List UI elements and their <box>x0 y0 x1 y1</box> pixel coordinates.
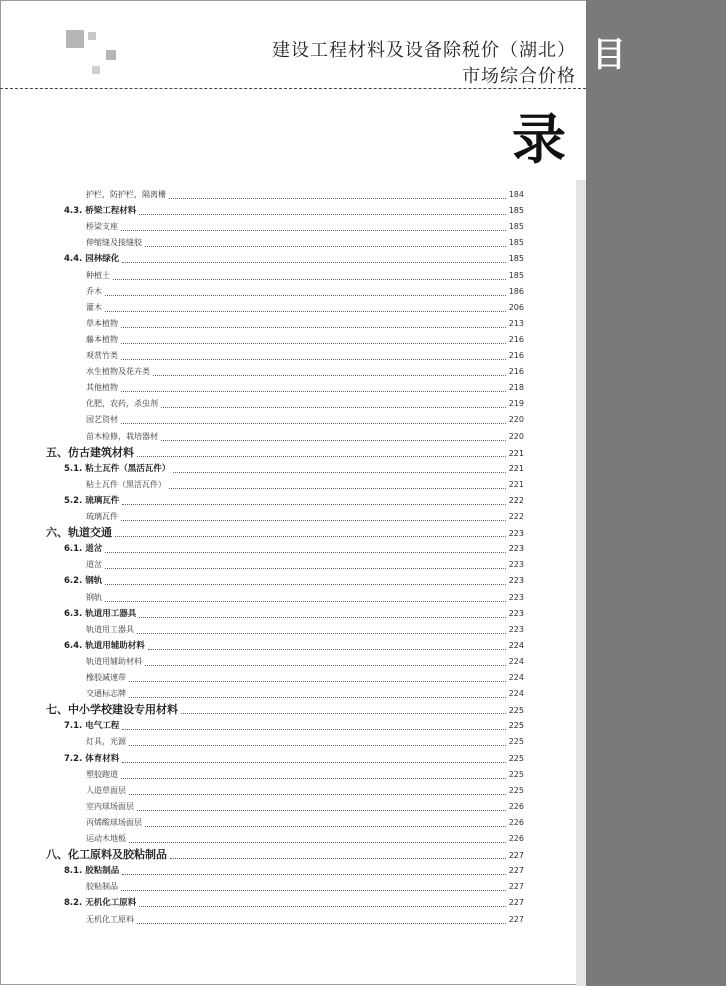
logo-square <box>106 50 116 60</box>
toc-page-number: 227 <box>508 914 524 924</box>
document-title: 建设工程材料及设备除税价（湖北） <box>272 40 576 61</box>
toc-entry-label: 钢轨 <box>86 592 102 602</box>
toc-entry-label: 藤本植物 <box>86 334 118 344</box>
toc-entry[interactable] <box>86 912 524 928</box>
toc-page-number: 185 <box>508 222 524 232</box>
toc-entry[interactable] <box>86 364 524 380</box>
toc-page-number: 223 <box>508 576 524 586</box>
toc-page-number: 222 <box>508 495 524 505</box>
toc-entry-label: 丙烯酸球场面层 <box>86 817 142 827</box>
toc-entry-label: 橡胶减速带 <box>86 673 126 682</box>
toc-page-number: 223 <box>508 544 524 554</box>
toc-leader-dots <box>169 198 506 199</box>
toc-entry-label: 无机化工原料 <box>86 914 134 924</box>
toc-page-number: 227 <box>508 882 524 892</box>
toc-entry[interactable] <box>86 396 524 412</box>
toc-leader-dots <box>139 617 505 618</box>
toc-entry-label: 灌木 <box>86 302 102 312</box>
toc-page-number: 206 <box>508 302 524 312</box>
logo-square <box>92 66 100 74</box>
toc-page-number: 221 <box>508 448 524 458</box>
toc-entry[interactable] <box>86 187 524 203</box>
toc-entry[interactable] <box>64 203 524 219</box>
toc-entry-label: 6.2. 钢轨 <box>64 576 103 587</box>
toc-entry-label: 五、仿古建筑材料 <box>46 445 134 459</box>
toc-leader-dots <box>105 568 506 569</box>
toc-page-number: 185 <box>508 254 524 264</box>
toc-leader-dots <box>145 246 506 247</box>
toc-page-number: 221 <box>508 463 524 473</box>
header-divider <box>0 88 586 89</box>
side-band-edge <box>576 180 586 986</box>
toc-leader-dots <box>122 504 505 505</box>
toc-leader-dots <box>121 890 506 891</box>
toc-leader-dots <box>121 391 506 392</box>
toc-entry-label: 轨道用辅助材料 <box>86 656 142 666</box>
toc-entry-label: 粘土瓦件（黑活瓦件） <box>86 479 166 489</box>
toc-entry[interactable] <box>86 300 524 316</box>
toc-leader-dots <box>137 923 506 924</box>
toc-page-number: 224 <box>508 689 524 699</box>
toc-page-number: 227 <box>508 851 524 861</box>
toc-entry[interactable] <box>46 702 524 718</box>
toc-entry[interactable] <box>86 799 524 815</box>
toc-leader-dots <box>137 456 506 457</box>
toc-page-number: 227 <box>508 898 524 908</box>
toc-entry[interactable] <box>86 831 524 847</box>
toc-leader-dots <box>173 472 505 473</box>
toc-entry[interactable] <box>86 477 524 493</box>
toc-entry[interactable] <box>86 734 524 750</box>
toc-page-number: 222 <box>508 512 524 521</box>
toc-leader-dots <box>115 536 506 537</box>
toc-page-number: 225 <box>508 706 524 716</box>
contents-char-mu: 目 <box>592 35 626 75</box>
toc-leader-dots <box>105 311 506 312</box>
logo-square <box>88 32 96 40</box>
toc-leader-dots <box>122 729 505 730</box>
toc-entry-label: 观赏竹类 <box>86 351 118 360</box>
toc-entry-label: 人造草面层 <box>86 785 126 795</box>
toc-leader-dots <box>122 874 505 875</box>
toc-page-number: 185 <box>508 270 524 280</box>
toc-entry[interactable] <box>86 879 524 895</box>
toc-entry-label: 6.3. 轨道用工器具 <box>64 608 137 619</box>
toc-leader-dots <box>122 762 505 763</box>
toc-entry-label: 胶粘制品 <box>86 882 118 892</box>
toc-page-number: 213 <box>508 318 524 328</box>
toc-leader-dots <box>121 343 506 344</box>
toc-entry[interactable] <box>64 863 524 879</box>
toc-page-number: 223 <box>508 608 524 618</box>
toc-entry[interactable] <box>86 219 524 235</box>
toc-entry-label: 7.1. 电气工程 <box>64 721 120 732</box>
toc-entry-label: 水生植物及花卉类 <box>86 367 150 377</box>
toc-entry[interactable] <box>86 509 524 525</box>
toc-entry-label: 乔木 <box>86 286 102 296</box>
toc-entry-label: 5.1. 粘土瓦件（黑活瓦件） <box>64 463 171 474</box>
toc-entry[interactable] <box>86 380 524 396</box>
toc-entry[interactable] <box>86 316 524 332</box>
toc-entry[interactable] <box>86 686 524 702</box>
toc-page-number: 223 <box>508 529 524 539</box>
toc-leader-dots <box>121 778 506 779</box>
toc-entry-label: 轨道用工器具 <box>86 624 134 634</box>
toc-leader-dots <box>170 858 506 859</box>
logo-squares <box>66 30 126 80</box>
toc-entry-label: 运动木地板 <box>86 834 126 843</box>
toc-leader-dots <box>129 697 506 698</box>
toc-entry[interactable] <box>86 268 524 284</box>
toc-leader-dots <box>121 327 506 328</box>
toc-leader-dots <box>161 440 506 441</box>
toc-leader-dots <box>122 262 505 263</box>
toc-entry-label: 园艺资材 <box>86 415 118 425</box>
toc-leader-dots <box>181 713 506 714</box>
toc-leader-dots <box>121 230 506 231</box>
toc-leader-dots <box>105 552 505 553</box>
toc-entry-label: 其他植物 <box>86 383 118 393</box>
toc-entry-label: 种植土 <box>86 270 110 280</box>
toc-entry-label: 七、中小学校建设专用材料 <box>46 703 178 717</box>
toc-entry-label: 塑胶跑道 <box>86 769 118 779</box>
toc-leader-dots <box>105 295 506 296</box>
toc-entry[interactable] <box>86 235 524 251</box>
toc-leader-dots <box>105 601 506 602</box>
toc-entry[interactable] <box>64 718 524 734</box>
toc-leader-dots <box>121 423 506 424</box>
toc-entry-label: 苗木检修，栽培器材 <box>86 431 158 441</box>
toc-entry[interactable] <box>64 493 524 509</box>
toc-entry[interactable] <box>86 557 524 573</box>
toc-leader-dots <box>129 794 506 795</box>
toc-page-number: 221 <box>508 479 524 489</box>
toc-leader-dots <box>113 279 506 280</box>
toc-entry-label: 琉璃瓦件 <box>86 512 118 521</box>
toc-page-number: 227 <box>508 866 524 876</box>
toc-entry[interactable] <box>46 847 524 863</box>
toc-entry-label: 护栏，防护栏，隔离栅 <box>86 190 166 199</box>
toc-leader-dots <box>161 407 506 408</box>
toc-page-number: 224 <box>508 673 524 682</box>
toc-entry-label: 8.1. 胶粘制品 <box>64 866 120 877</box>
toc-leader-dots <box>153 375 506 376</box>
toc-entry[interactable] <box>86 590 524 606</box>
toc-page-number: 220 <box>508 431 524 441</box>
toc-leader-dots <box>129 745 506 746</box>
toc-leader-dots <box>139 214 505 215</box>
toc-entry-label: 5.2. 琉璃瓦件 <box>64 495 120 506</box>
toc-page-number: 220 <box>508 415 524 425</box>
toc-page-number: 216 <box>508 351 524 360</box>
toc-entry-label: 道岔 <box>86 560 102 570</box>
toc-entry[interactable] <box>64 606 524 622</box>
toc-page-number: 225 <box>508 785 524 795</box>
toc-entry[interactable] <box>86 429 524 445</box>
toc-leader-dots <box>105 584 505 585</box>
toc-leader-dots <box>148 649 506 650</box>
toc-entry-label: 8.2. 无机化工原料 <box>64 898 137 909</box>
toc-leader-dots <box>169 488 506 489</box>
toc-entry-label: 6.1. 道岔 <box>64 544 103 555</box>
toc-entry-label: 室内球场面层 <box>86 801 134 811</box>
toc-entry[interactable] <box>46 525 524 541</box>
toc-page-number: 225 <box>508 769 524 779</box>
toc-page-number: 216 <box>508 367 524 377</box>
toc-entry[interactable] <box>86 815 524 831</box>
toc-page-number: 185 <box>508 238 524 248</box>
toc-entry[interactable] <box>64 895 524 911</box>
toc-page-number: 223 <box>508 624 524 634</box>
toc-entry-label: 7.2. 体育材料 <box>64 753 120 764</box>
toc-entry-label: 4.3. 桥梁工程材料 <box>64 206 137 217</box>
toc-entry[interactable] <box>64 541 524 557</box>
toc-page-number: 216 <box>508 334 524 344</box>
toc-entry-label: 4.4. 园林绿化 <box>64 254 120 265</box>
toc-leader-dots <box>137 633 506 634</box>
toc-page-number: 226 <box>508 817 524 827</box>
toc-page-number: 224 <box>508 640 524 650</box>
toc-leader-dots <box>137 810 506 811</box>
toc-entry-label: 六、轨道交通 <box>46 526 112 540</box>
side-band <box>586 0 726 986</box>
toc-entry[interactable] <box>64 461 524 477</box>
logo-square <box>66 30 84 48</box>
toc-page-number: 186 <box>508 286 524 296</box>
toc-leader-dots <box>145 665 506 666</box>
toc-leader-dots <box>121 359 506 360</box>
toc-entry[interactable] <box>86 654 524 670</box>
toc-entry[interactable] <box>64 251 524 267</box>
toc-page-number: 223 <box>508 560 524 570</box>
toc-entry-label: 化肥，农药，杀虫剂 <box>86 399 158 409</box>
toc-entry[interactable] <box>86 783 524 799</box>
toc-entry[interactable] <box>64 573 524 589</box>
toc-page-number: 226 <box>508 801 524 811</box>
toc-entry[interactable] <box>86 332 524 348</box>
toc-entry-label: 八、化工原料及胶粘制品 <box>46 848 167 862</box>
toc-entry[interactable] <box>86 348 524 364</box>
toc-page-number: 185 <box>508 206 524 216</box>
toc-page-number: 218 <box>508 383 524 393</box>
toc-leader-dots <box>129 681 506 682</box>
toc-entry-label: 灯具，光源 <box>86 737 126 747</box>
toc-entry-label: 6.4. 轨道用辅助材料 <box>64 640 145 651</box>
toc-leader-dots <box>139 906 505 907</box>
toc-entry-label: 伸缩缝及接缝胶 <box>86 238 142 248</box>
toc-entry-label: 草本植物 <box>86 318 118 328</box>
contents-char-lu: 录 <box>512 107 566 171</box>
toc-page-number: 225 <box>508 721 524 731</box>
toc-entry[interactable] <box>64 751 524 767</box>
toc-page-number: 224 <box>508 656 524 666</box>
toc-leader-dots <box>145 826 506 827</box>
toc-entry[interactable] <box>86 767 524 783</box>
toc-page-number: 225 <box>508 753 524 763</box>
document-subtitle: 市场综合价格 <box>462 66 576 87</box>
toc-page-number: 226 <box>508 834 524 843</box>
toc-entry[interactable] <box>86 412 524 428</box>
toc-page-number: 184 <box>508 190 524 199</box>
toc-leader-dots <box>129 842 506 843</box>
toc-page-number: 223 <box>508 592 524 602</box>
toc-page-number: 219 <box>508 399 524 409</box>
toc-entry-label: 桥梁支座 <box>86 222 118 232</box>
toc-entry[interactable] <box>46 445 524 461</box>
toc-entry[interactable] <box>86 622 524 638</box>
toc-entry[interactable] <box>86 670 524 686</box>
toc-entry-label: 交通标志牌 <box>86 689 126 699</box>
toc-leader-dots <box>121 520 506 521</box>
toc-entry[interactable] <box>64 638 524 654</box>
toc-page-number: 225 <box>508 737 524 747</box>
toc-entry[interactable] <box>86 284 524 300</box>
